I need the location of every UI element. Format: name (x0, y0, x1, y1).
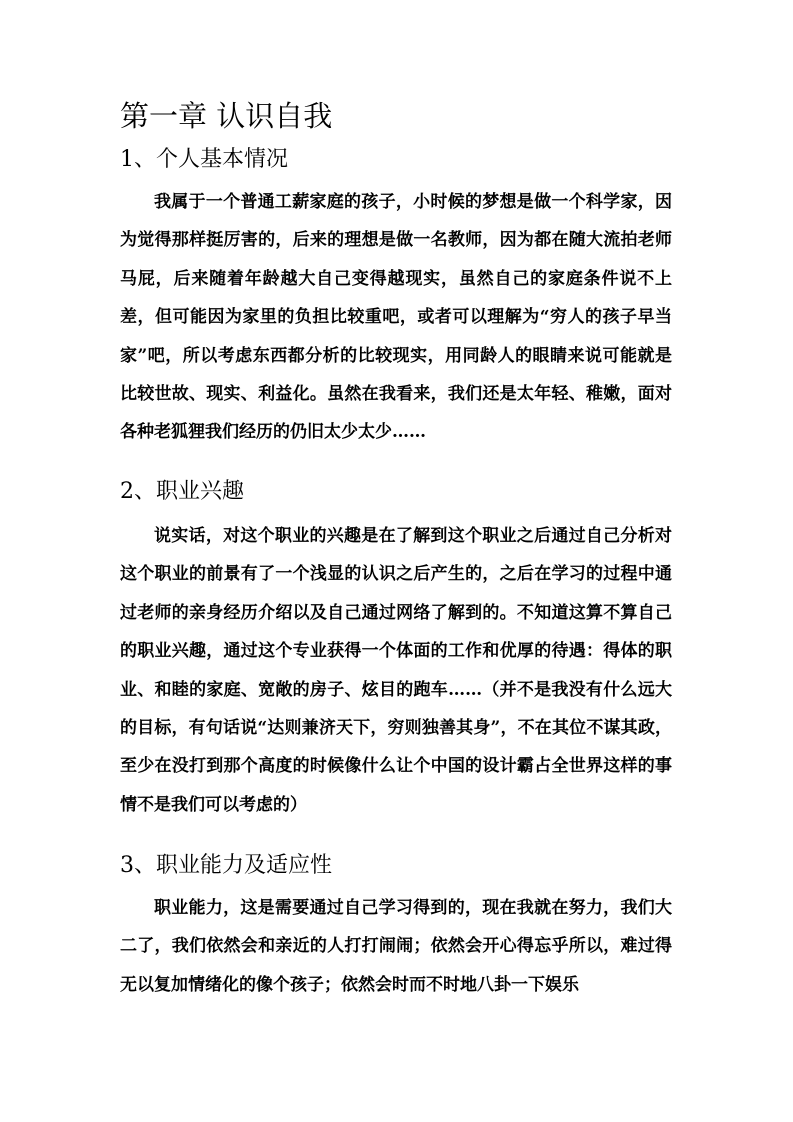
section-paragraph-career-ability: 职业能力，这是需要通过自己学习得到的，现在我就在努力，我们大二了，我们依然会和亲近的人打打闹闹；依然会开心得忘乎所以，难过得无以复加情绪化的像个孩子；依然会时而不时地八卦一下娱乐 (120, 898, 672, 995)
section-paragraph-personal-info: 我属于一个普通工薪家庭的孩子，小时候的梦想是做一个科学家，因为觉得那样挺厉害的，后来的理想是做一名教师，因为都在随大流拍老师马屁，后来随着年龄越大自己变得越现实，虽然自己的家庭条件说不上差，但可能因为家里的负担比较重吧，或者可以理解为“穷人的孩子早当家”吧，所以考虑东西都分析的比较现实，用同龄人的眼睛来说可能就是比较世故、现实、利益化。虽然在我看来，我们还是太年轻、稚嫩，面对各种老狐狸我们经历的仍旧太少太少…… (120, 192, 672, 443)
section-paragraph-career-interest: 说实话，对这个职业的兴趣是在了解到这个职业之后通过自己分析对这个职业的前景有了一个浅显的认识之后产生的，之后在学习的过程中通过老师的亲身经历介绍以及自己通过网络了解到的。不知道这算不算自己的职业兴趣，通过这个专业获得一个体面的工作和优厚的待遇：得体的职业、和睦的家庭、宽敞的房子、炫目的跑车……（并不是我没有什么远大的目标，有句话说“达则兼济天下，穷则独善其身”，不在其位不谋其政，至少在没打到那个高度的时候像什么让个中国的设计霸占全世界这样的事情不是我们可以考虑的） (120, 526, 672, 815)
section-heading-career-interest: 2、职业兴趣 (120, 479, 244, 504)
section-heading-personal-info: 1、个人基本情况 (120, 147, 288, 172)
chapter-title: 第一章 认识自我 (120, 99, 333, 133)
section-heading-career-ability: 3、职业能力及适应性 (120, 853, 332, 878)
